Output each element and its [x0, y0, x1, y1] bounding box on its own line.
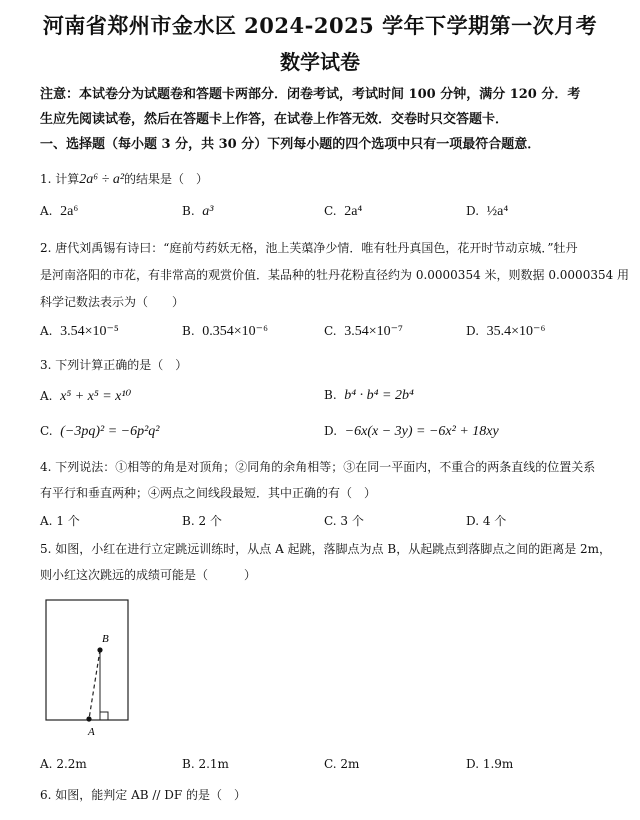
point-b-dot — [97, 647, 102, 652]
option-text: 2.1m — [198, 757, 229, 771]
option-label: C. — [40, 424, 53, 438]
q1-option-c — [324, 204, 362, 220]
option-text: 1 个 — [56, 514, 80, 528]
option-label: B. — [182, 204, 195, 218]
point-b-label: B — [102, 633, 109, 645]
option-label: D. — [466, 204, 480, 218]
q5-option-c — [324, 757, 359, 771]
option-text: 0.354×10⁻⁶ — [202, 324, 268, 339]
q2-option-d — [466, 323, 545, 340]
option-text: 2 个 — [198, 514, 222, 528]
q3-option-c — [40, 424, 159, 440]
q4-option-c — [324, 512, 364, 529]
option-text: 2.2m — [56, 757, 87, 771]
q4-option-a — [40, 512, 80, 529]
option-text: 3.54×10⁻⁵ — [60, 324, 119, 339]
option-label: C. — [324, 204, 337, 218]
option-text: 3 个 — [340, 514, 364, 528]
option-label: B. — [182, 514, 195, 528]
point-a-label: A — [88, 726, 95, 738]
option-label: A. — [40, 514, 53, 528]
option-label: C. — [324, 324, 337, 338]
question-1 — [40, 170, 208, 188]
option-label: A. — [40, 324, 53, 338]
question-2-line-1: 2. 唐代刘禹锡有诗曰：“庭前芍药妖无格，池上芙蕖净少情．唯有牡丹真国色，花开时节动京城．”牡丹 — [40, 241, 578, 255]
option-text: 2a⁶ — [60, 204, 79, 219]
q5-option-b — [182, 757, 229, 771]
option-text: 35.4×10⁻⁶ — [486, 324, 546, 339]
question-4-line-2: 有平行和垂直两种；④两点之间线段最短．其中正确的有（ ） — [40, 486, 377, 500]
question-6: 6. 如图，能判定 AB // DF 的是（ ） — [40, 788, 247, 802]
option-text: 4 个 — [482, 514, 507, 528]
question-1-suffix: 的结果是（ ） — [124, 172, 209, 186]
option-text: b⁴ · b⁴ = 2b⁴ — [344, 388, 414, 403]
option-text: 1.9m — [482, 757, 514, 771]
jump-distance-dashed-line — [89, 650, 100, 719]
q1-option-d — [466, 204, 508, 220]
option-label: D. — [466, 514, 480, 528]
option-text: x⁵ + x⁵ = x¹⁰ — [60, 389, 132, 404]
q2-option-a — [40, 323, 119, 340]
long-jump-figure — [40, 596, 140, 744]
notice-line-2: 生应先阅读试卷，然后在答题卡上作答，在试卷上作答无效．交卷时只交答题卡． — [40, 112, 509, 127]
right-angle-mark — [100, 712, 108, 720]
q4-option-b — [182, 512, 222, 529]
option-label: B. — [182, 324, 195, 338]
q2-option-b — [182, 323, 268, 340]
q2-option-c — [324, 323, 403, 340]
q3-option-a — [40, 388, 131, 405]
q5-option-d — [466, 757, 513, 771]
q5-option-a — [40, 757, 87, 771]
question-2-line-2: 是河南洛阳的市花，有非常高的观赏价值．某品种的牡丹花粉直径约为 0.0000354 米，则数据 0.0000354 用 — [40, 268, 630, 282]
option-label: B. — [182, 757, 195, 771]
option-label: C. — [324, 757, 337, 771]
q4-option-d — [466, 512, 506, 529]
option-text: (−3pq)² = −6p²q² — [60, 424, 160, 439]
option-text: ½a⁴ — [486, 204, 509, 219]
option-label: A. — [40, 757, 53, 771]
q3-option-d — [324, 424, 499, 440]
question-4-line-1: 4. 下列说法：①相等的角是对顶角；②同角的余角相等；③在同一平面内，不重合的两条直线的位置关系 — [40, 460, 596, 474]
jump-pit-frame — [46, 600, 128, 720]
section-heading: 一、选择题（每小题 3 分，共 30 分）下列每小题的四个选项中只有一项最符合题意． — [40, 137, 541, 152]
q3-option-b — [324, 388, 414, 404]
option-text: 3.54×10⁻⁷ — [344, 324, 403, 339]
option-text: 2a⁴ — [344, 204, 363, 219]
page-title: 河南省郑州市金水区 2024-2025 学年下学期第一次月考 — [42, 13, 598, 38]
page-subtitle: 数学试卷 — [280, 50, 360, 74]
question-1-prefix: 1. 计算 — [40, 172, 80, 186]
option-label: D. — [466, 324, 480, 338]
option-label: C. — [324, 514, 337, 528]
option-text: 2m — [340, 757, 360, 771]
option-label: A. — [40, 204, 53, 218]
option-label: A. — [40, 389, 53, 403]
q1-option-a — [40, 204, 78, 220]
question-5-line-1: 5. 如图，小红在进行立定跳远训练时，从点 A 起跳，落脚点为点 B，从起跳点到落脚点之间的距离是 2m， — [40, 542, 612, 556]
option-label: D. — [324, 424, 338, 438]
q1-option-b — [182, 204, 213, 220]
question-2-line-3: 科学记数法表示为（ ） — [40, 295, 185, 309]
option-text: −6x(x − 3y) = −6x² + 18xy — [344, 424, 499, 439]
question-5-line-2: 则小红这次跳远的成绩可能是（ ） — [40, 568, 257, 582]
option-label: B. — [324, 388, 337, 402]
option-label: D. — [466, 757, 480, 771]
question-3: 3. 下列计算正确的是（ ） — [40, 358, 188, 372]
point-a-dot — [86, 716, 91, 721]
notice-line-1: 注意：本试卷分为试题卷和答题卡两部分．闭卷考试，考试时间 100 分钟，满分 120 分．考 — [40, 87, 581, 102]
question-1-expr: 2a⁶ ÷ a² — [79, 172, 125, 187]
option-text: a³ — [202, 204, 214, 219]
